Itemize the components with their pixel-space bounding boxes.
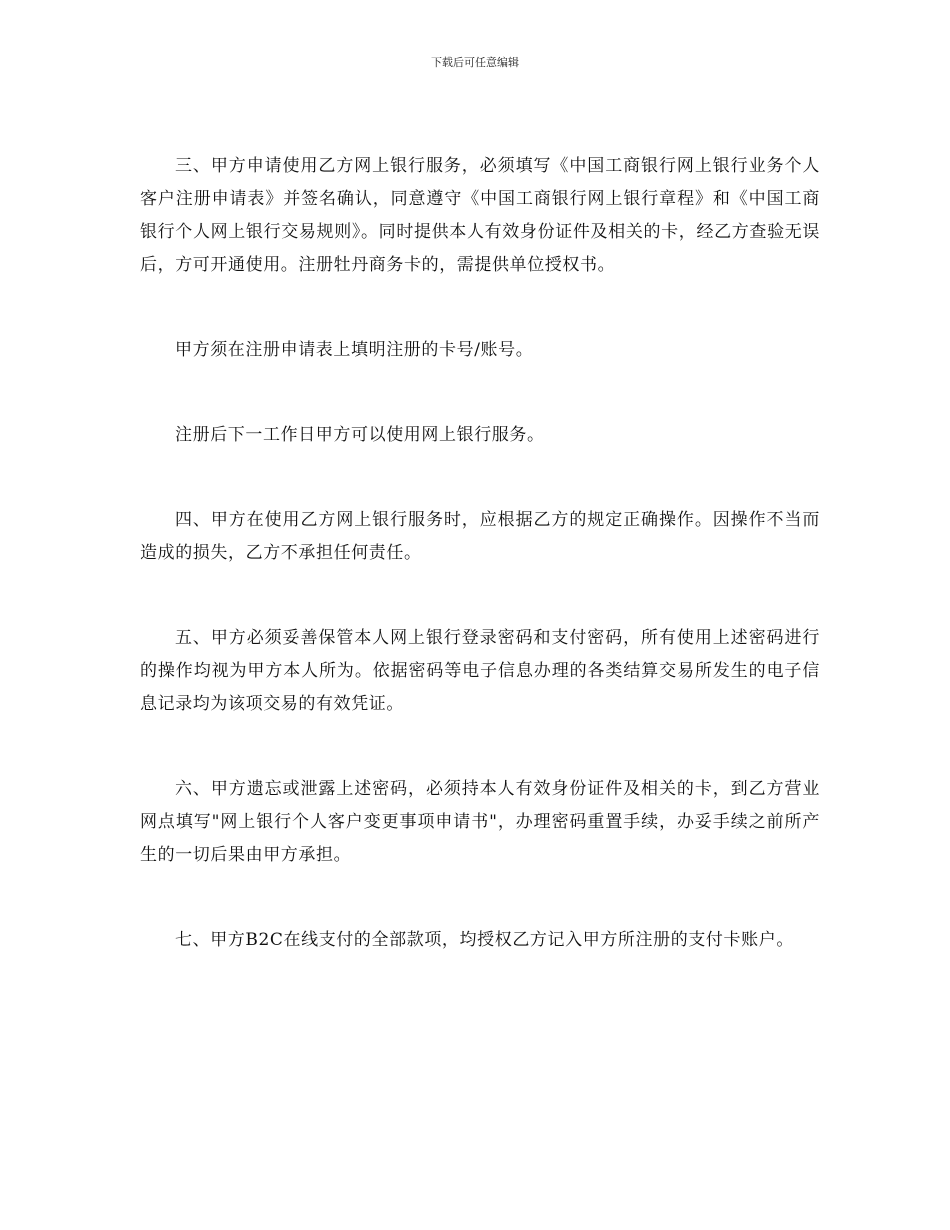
paragraph-clause-6: 六、甲方遗忘或泄露上述密码，必须持本人有效身份证件及相关的卡，到乙方营业网点填写"网上银行个人客户变更事项申请书"，办理密码重置手续，办妥手续之前所产生的一切后果由甲方承担。: [140, 779, 820, 865]
paragraph-clause-3: 三、甲方申请使用乙方网上银行服务，必须填写《中国工商银行网上银行业务个人客户注册申请表》并签名确认，同意遵守《中国工商银行网上银行章程》和《中国工商银行个人网上银行交易规则》。同时提供本人有效身份证件及相关的卡，经乙方查验无误后，方可开通使用。注册牡丹商务卡的，需提供单位授权书。: [140, 156, 820, 275]
page-header: 下载后可任意编辑: [431, 56, 519, 69]
paragraph-card-number: 甲方须在注册申请表上填明注册的卡号/账号。: [175, 340, 534, 360]
paragraph-next-workday: 注册后下一工作日甲方可以使用网上银行服务。: [175, 425, 545, 445]
document-body: [140, 150, 820, 957]
paragraph-clause-5: 五、甲方必须妥善保管本人网上银行登录密码和支付密码，所有使用上述密码进行的操作均视为甲方本人所为。依据密码等电子信息办理的各类结算交易所发生的电子信息记录均为该项交易的有效凭证。: [140, 628, 820, 714]
paragraph-clause-7: 七、甲方B2C在线支付的全部款项，均授权乙方记入甲方所注册的支付卡账户。: [175, 930, 794, 950]
paragraph-clause-4: 四、甲方在使用乙方网上银行服务时，应根据乙方的规定正确操作。因操作不当而造成的损失，乙方不承担任何责任。: [140, 510, 820, 563]
